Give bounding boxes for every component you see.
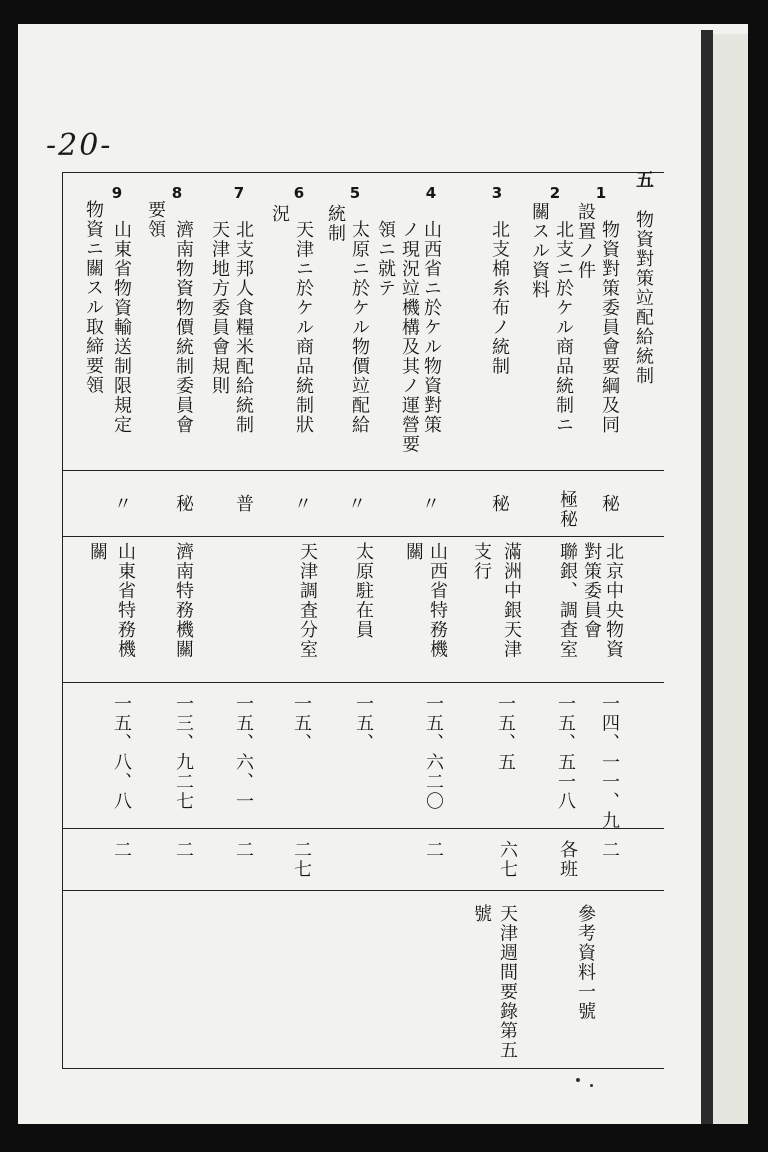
row-title: 北支ニ於ケル商品統制ニ: [553, 220, 574, 435]
row-number: 8: [171, 184, 183, 202]
scan-speck: [590, 1084, 593, 1087]
row-organization: 北京中央物資: [603, 542, 624, 659]
row-date: 一五、五一八: [555, 694, 576, 811]
row-organization: 山東省特務機: [115, 542, 136, 659]
row-title-cont: ノ現況竝機構及其ノ運營要: [399, 220, 420, 454]
row-title-cont: 要領: [145, 200, 166, 239]
row-date: 一五、八、八: [111, 694, 132, 811]
row-date: 一四、一一、九: [599, 694, 620, 831]
page-margin: [713, 34, 748, 1124]
row-count: 二七: [291, 840, 312, 879]
row-remarks: 天津週間要錄第五: [497, 904, 518, 1060]
row-count: 六七: [497, 840, 518, 879]
row-title-cont: 況: [269, 204, 290, 224]
row-organization: 濟南特務機關: [173, 542, 194, 659]
row-organization: 太原駐在員: [353, 542, 374, 640]
row-number: 1: [595, 184, 607, 202]
row-number: 4: [425, 184, 437, 202]
table-bottom-border: [62, 1068, 664, 1069]
row-title: 山西省ニ於ケル物資對策: [421, 220, 442, 435]
row-title-cont: 統制: [325, 204, 346, 243]
row-title: 濟南物資物價統制委員會: [173, 220, 194, 435]
row-title: 天津地方委員會規則: [209, 220, 230, 396]
table-left-border: [62, 172, 63, 1068]
row-classification: 〃: [345, 494, 366, 514]
divider-count-remarks: [62, 890, 664, 891]
row-title-cont: 關スル資料: [529, 202, 550, 300]
row-classification: 秘: [489, 494, 510, 514]
row-count: 二: [233, 840, 254, 860]
row-number: 7: [233, 184, 245, 202]
row-classification: 〃: [419, 494, 440, 514]
row-title: 北支邦人食糧米配給統制: [233, 220, 254, 435]
row-number: 5: [349, 184, 361, 202]
row-number: 2: [549, 184, 561, 202]
row-title: 山東省物資輸送制限規定: [111, 220, 132, 435]
row-count: 二: [111, 840, 132, 860]
row-organization-cont: 支行: [471, 542, 492, 581]
row-count: 二: [599, 840, 620, 860]
row-count: 各班: [557, 840, 578, 879]
row-title-cont: 物資ニ關スル取締要領: [83, 200, 104, 395]
page-number: -20-: [46, 128, 113, 163]
row-remarks-cont: 號: [471, 904, 492, 924]
row-date: 一五、六、一: [233, 694, 254, 811]
row-title-cont: 領ニ就テ: [375, 220, 396, 298]
row-date: 一五、: [291, 694, 312, 753]
scan-speck: [576, 1078, 580, 1082]
row-remarks: 參考資料一號: [575, 904, 596, 1021]
row-classification: 普: [233, 494, 254, 514]
row-classification: 秘: [599, 494, 620, 514]
row-classification: 〃: [111, 494, 132, 514]
row-organization: 滿洲中銀天津: [501, 542, 522, 659]
divider-date-count: [62, 828, 664, 829]
row-count: 二: [173, 840, 194, 860]
row-title: 太原ニ於ケル物價竝配給: [349, 220, 370, 435]
document-page: [18, 24, 748, 1124]
divider-title-class: [62, 470, 664, 471]
row-classification: 〃: [291, 494, 312, 514]
row-organization-cont: 對策委員會: [581, 542, 602, 640]
divider-org-date: [62, 682, 664, 683]
row-number: 9: [111, 184, 123, 202]
row-title: 物資對策委員會要綱及同: [599, 220, 620, 435]
row-count: 二: [423, 840, 444, 860]
row-classification: 秘: [173, 494, 194, 514]
row-organization: 聯銀、調査室: [557, 542, 578, 659]
divider-class-org: [62, 536, 664, 537]
row-organization: 天津調査分室: [297, 542, 318, 659]
row-date: 一五、: [353, 694, 374, 753]
row-date: 一五、六二〇: [423, 694, 444, 811]
row-organization: 山西省特務機: [427, 542, 448, 659]
row-number: 3: [491, 184, 503, 202]
row-title: 北支棉糸布ノ統制: [489, 220, 510, 376]
section-title: 物資對策竝配給統制: [633, 210, 654, 386]
row-title: 天津ニ於ケル商品統制狀: [293, 220, 314, 435]
row-organization-cont: 關: [403, 542, 424, 562]
section-number: 五: [633, 170, 654, 190]
row-date: 一五、五: [495, 694, 516, 772]
table-top-border: [62, 172, 664, 173]
row-date: 一三、九二七: [173, 694, 194, 811]
row-number: 6: [293, 184, 305, 202]
binding-edge: [701, 30, 713, 1124]
row-classification: 極秘: [557, 490, 578, 529]
row-organization-cont: 關: [87, 542, 108, 562]
row-title-cont: 設置ノ件: [575, 202, 596, 280]
